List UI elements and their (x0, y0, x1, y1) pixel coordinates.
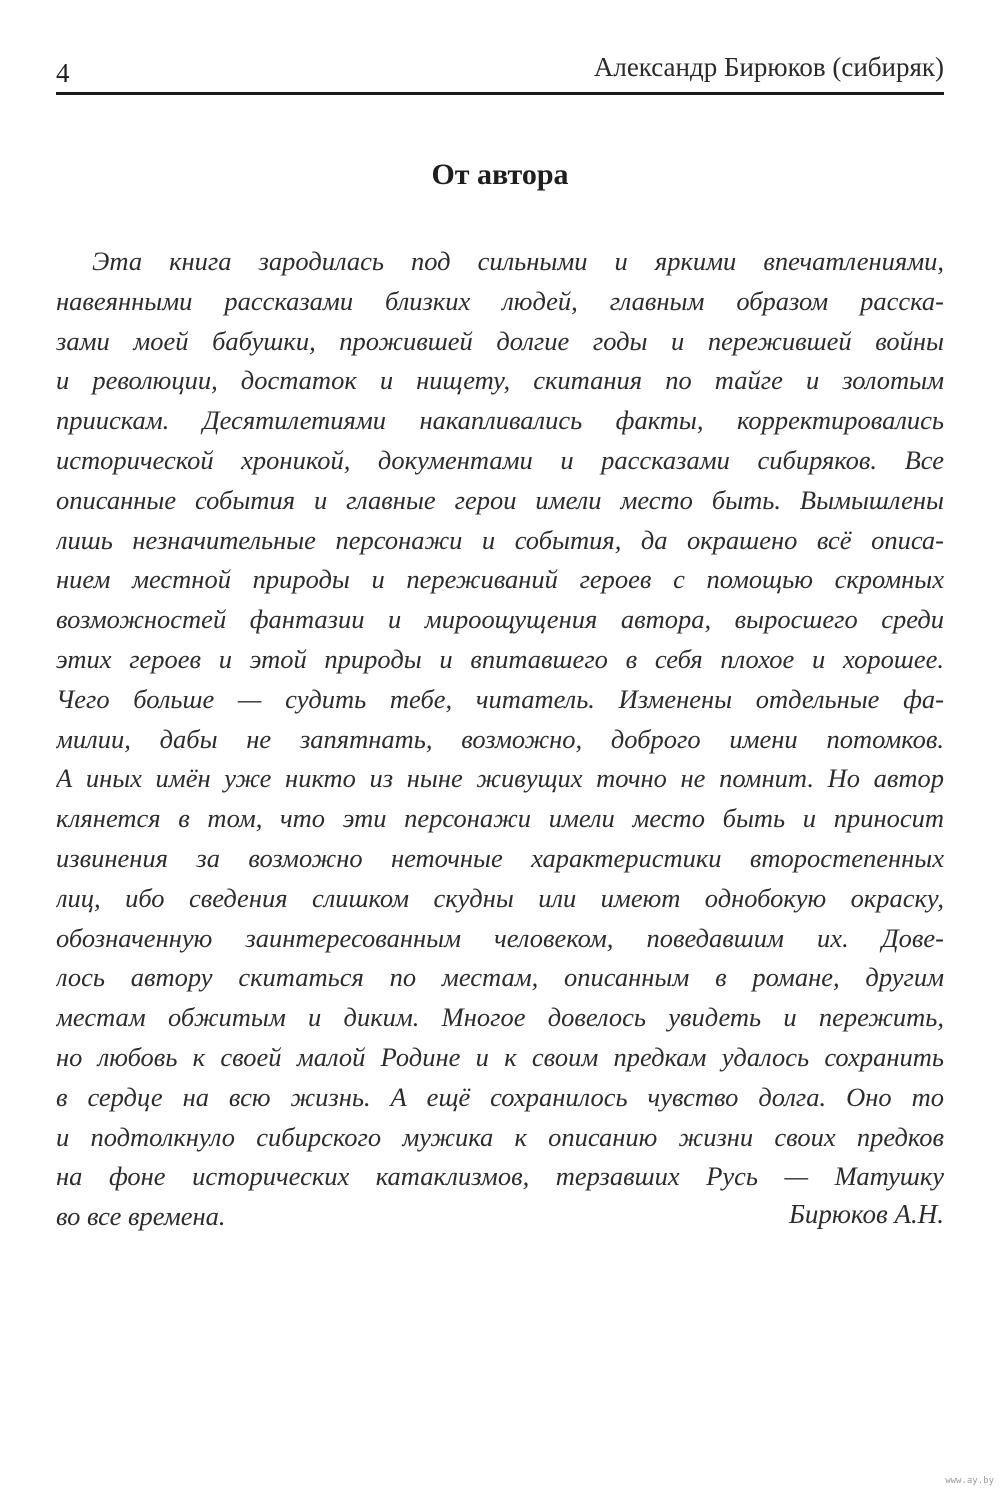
text-line: но любовь к своей малой Родине и к своим предкам удалось сохранить (56, 1041, 944, 1072)
text-line: нием местной природы и переживаний героев с помощью скромных (56, 564, 944, 595)
text-line: в сердце на всю жизнь. А ещё сохранилось чувство долга. Оно то (56, 1081, 944, 1112)
text-line: и революции, достаток и нищету, скитания по тайге и золотым (56, 365, 944, 396)
header-rule (56, 92, 944, 95)
text-line: лось автору скитаться по местам, описанным в романе, другим (56, 962, 944, 993)
text-line: во все времена. (56, 1201, 226, 1232)
text-line: Чего больше — судить тебе, читатель. Изменены отдельные фа- (56, 683, 944, 714)
text-line: этих героев и этой природы и впитавшего в себя плохое и хорошее. (56, 643, 944, 674)
text-line: Эта книга зародилась под сильными и яркими впечатлениями, (92, 246, 944, 276)
text-line: лиц, ибо сведения слишком скудны или имеют однобокую окраску, (56, 882, 944, 913)
text-line: зами моей бабушки, прожившей долгие годы и пережившей войны (56, 325, 944, 356)
watermark: www.ay.by (945, 1476, 994, 1486)
text-line: А иных имён уже никто из ныне живущих точно не помнит. Но автор (56, 763, 944, 794)
page-number: 4 (56, 58, 70, 88)
text-line: извинения за возможно неточные характеристики второстепенных (56, 842, 944, 873)
text-line: на фоне исторических катаклизмов, терзавших Русь — Матушку (56, 1161, 944, 1192)
text-line: приискам. Десятилетиями накапливались факты, корректировались (56, 405, 944, 436)
text-line: навеянными рассказами близких людей, главным образом расска- (56, 285, 944, 316)
body-text (56, 242, 944, 1237)
text-line: клянется в том, что эти персонажи имели место быть и приносит (56, 803, 944, 834)
text-line: лишь незначительные персонажи и события, да окрашено всё описа- (56, 524, 944, 555)
running-title: Александр Бирюков (сибиряк) (593, 52, 944, 82)
text-line: описанные события и главные герои имели место быть. Вымышлены (56, 484, 944, 515)
author-signature: Бирюков А.Н. (788, 1199, 944, 1229)
section-title: От автора (431, 158, 569, 191)
text-line: местам обжитым и диким. Многое довелось увидеть и пережить, (56, 1002, 944, 1033)
running-head (56, 52, 944, 92)
text-line: возможностей фантазии и мироощущения автора, выросшего среди (56, 604, 944, 635)
text-line: милии, дабы не запятнать, возможно, доброго имени потомков. (56, 723, 944, 754)
text-line: обозначенную заинтересованным человеком, поведавшим их. Дове- (56, 922, 944, 953)
text-line: исторической хроникой, документами и рассказами сибиряков. Все (56, 444, 944, 475)
text-line: и подтолкнуло сибирского мужика к описанию жизни своих предков (56, 1121, 944, 1152)
